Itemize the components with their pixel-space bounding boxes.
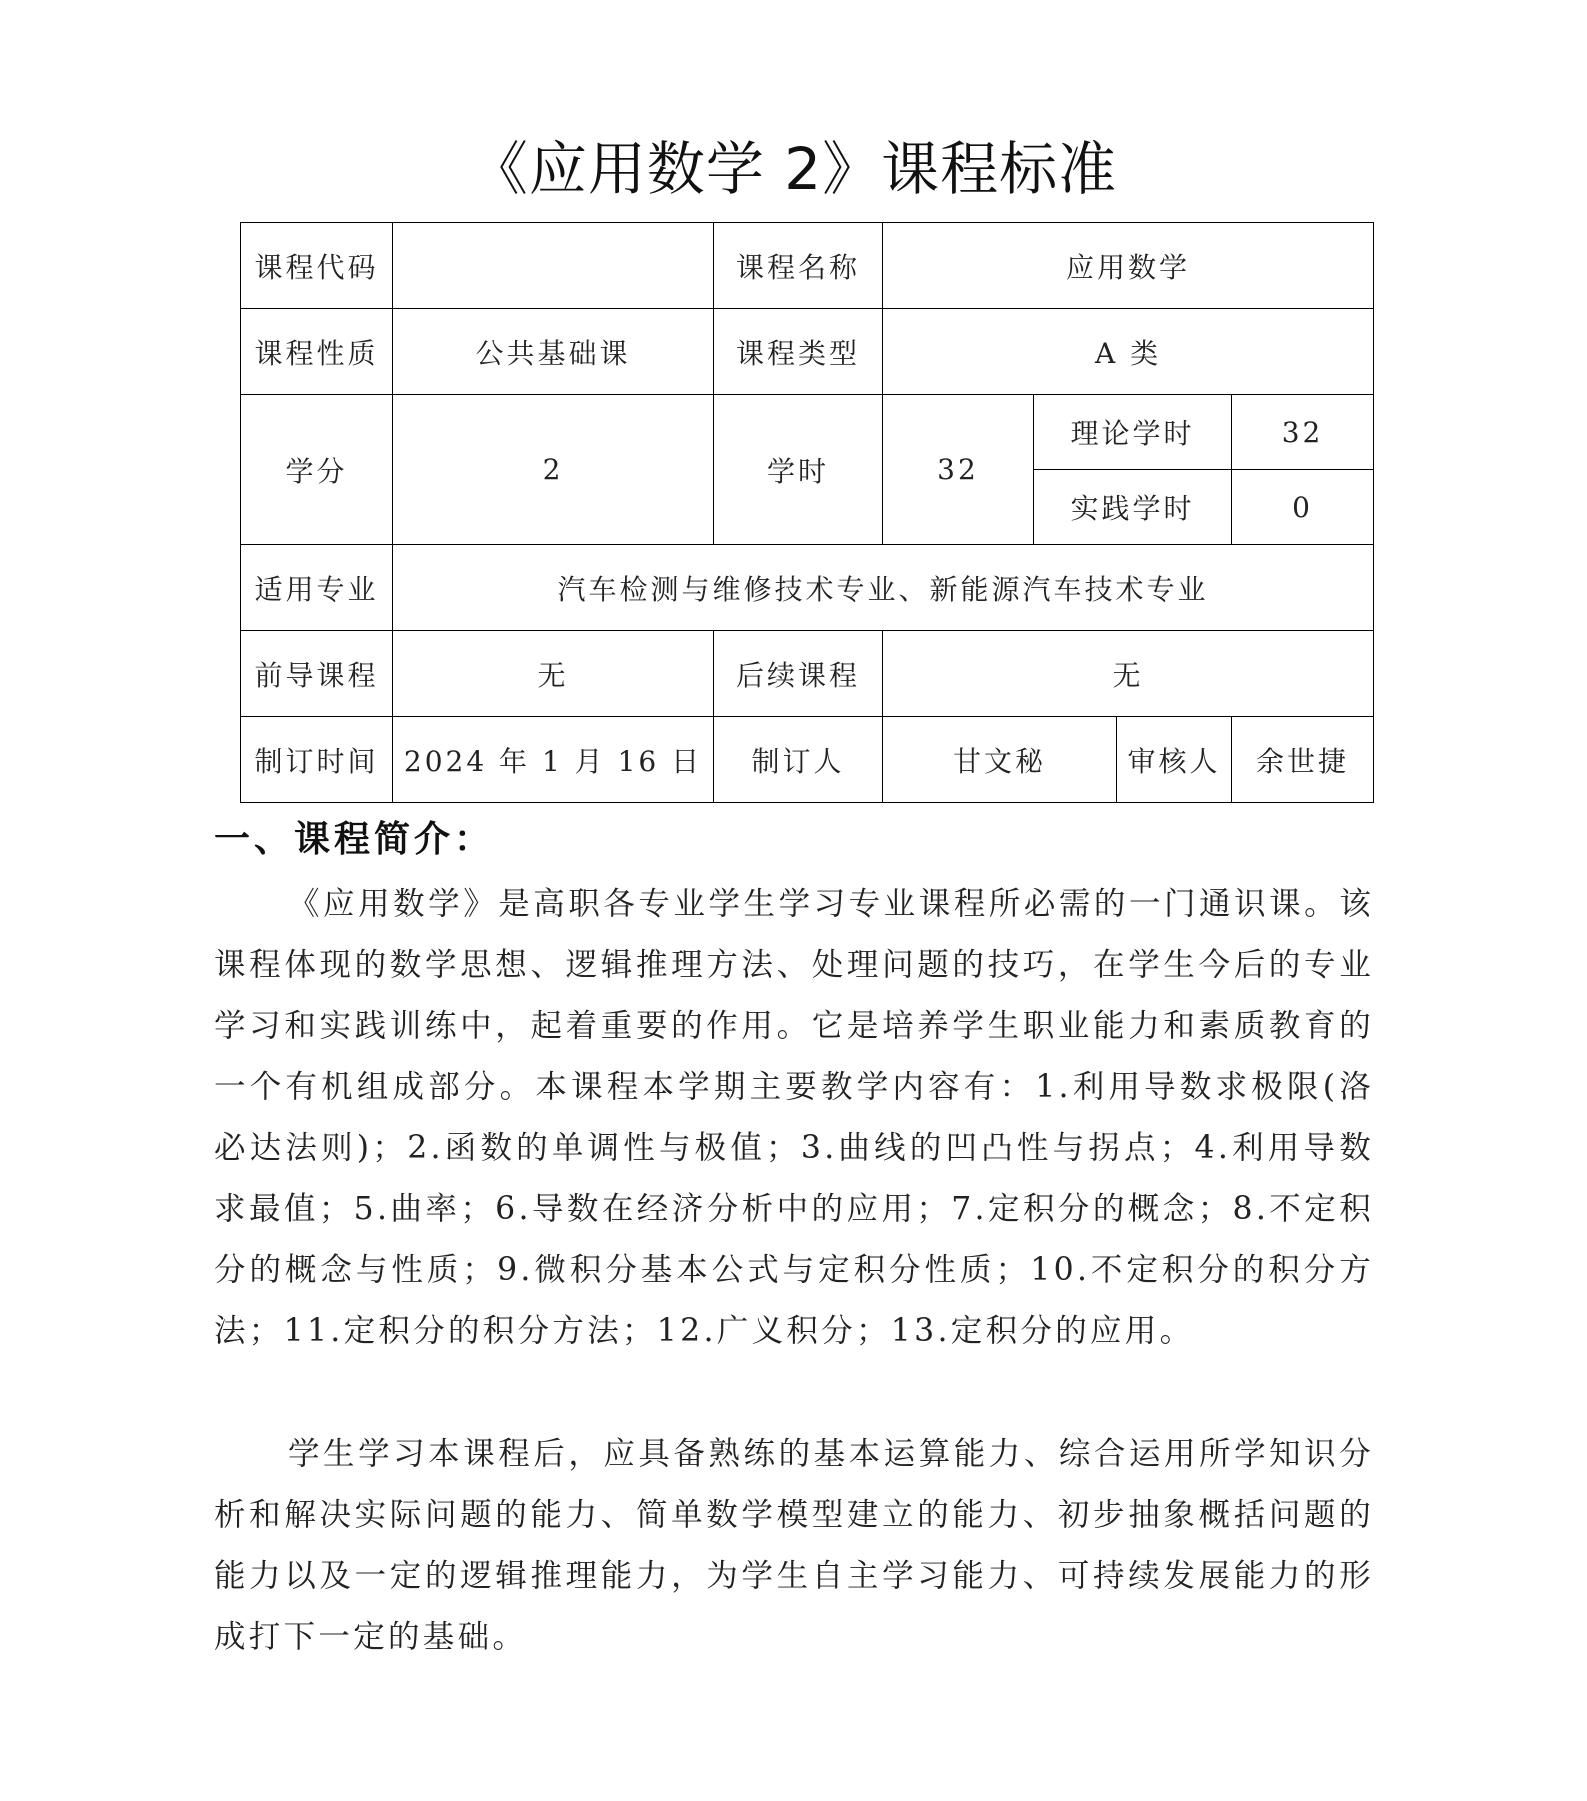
credit-value: 2	[393, 395, 714, 545]
table-row	[241, 223, 1374, 309]
course-info-table	[240, 222, 1374, 803]
follow-value: 无	[883, 631, 1374, 717]
course-code-label: 课程代码	[241, 223, 393, 309]
course-nature-value: 公共基础课	[393, 309, 714, 395]
author-label: 制订人	[714, 717, 883, 803]
section-heading: 一、课程简介：	[214, 819, 495, 860]
course-name-value: 应用数学	[883, 223, 1374, 309]
document-title: 《应用数学 2》课程标准	[469, 135, 1118, 203]
table-row	[241, 717, 1374, 803]
prereq-value: 无	[393, 631, 714, 717]
practice-hours-label: 实践学时	[1034, 470, 1232, 545]
majors-label: 适用专业	[241, 545, 393, 631]
author-value: 甘文秘	[883, 717, 1117, 803]
outcome-paragraph: 学生学习本课程后，应具备熟练的基本运算能力、综合运用所学知识分析和解决实际问题的能力、简单数学模型建立的能力、初步抽象概括问题的能力以及一定的逻辑推理能力，为学生自主学习能力、可持续发展能力的形成打下一定的基础。	[214, 1436, 1374, 1655]
hours-label: 学时	[714, 395, 883, 545]
reviewer-value: 余世捷	[1232, 717, 1374, 803]
hours-value: 32	[883, 395, 1034, 545]
date-label: 制订时间	[241, 717, 393, 803]
course-code-value	[393, 223, 714, 309]
table-row	[241, 309, 1374, 395]
course-type-value: A 类	[883, 309, 1374, 395]
intro-paragraph: 《应用数学》是高职各专业学生学习专业课程所必需的一门通识课。该课程体现的数学思想、逻辑推理方法、处理问题的技巧，在学生今后的专业学习和实践训练中，起着重要的作用。它是培养学生职业能力和素质教育的一个有机组成部分。本课程本学期主要教学内容有：1.利用导数求极限(洛必达法则)；2.函数的单调性与极值；3.曲线的凹凸性与拐点；4.利用导数求最值；5.曲率；6.导数在经济分析中的应用；7.定积分的概念；8.不定积分的概念与性质；9.微积分基本公式与定积分性质；10.不定积分的积分方法；11.定积分的积分方法；12.广义积分；13.定积分的应用。	[214, 886, 1374, 1349]
table-row	[241, 545, 1374, 631]
reviewer-label: 审核人	[1117, 717, 1232, 803]
credit-label: 学分	[241, 395, 393, 545]
table-row	[241, 631, 1374, 717]
practice-hours-value: 0	[1232, 470, 1374, 545]
prereq-label: 前导课程	[241, 631, 393, 717]
table-row	[241, 395, 1374, 470]
course-name-label: 课程名称	[714, 223, 883, 309]
theory-hours-value: 32	[1232, 395, 1374, 470]
date-value: 2024 年 1 月 16 日	[393, 717, 714, 803]
course-type-label: 课程类型	[714, 309, 883, 395]
course-nature-label: 课程性质	[241, 309, 393, 395]
follow-label: 后续课程	[714, 631, 883, 717]
theory-hours-label: 理论学时	[1034, 395, 1232, 470]
majors-value: 汽车检测与维修技术专业、新能源汽车技术专业	[393, 545, 1374, 631]
